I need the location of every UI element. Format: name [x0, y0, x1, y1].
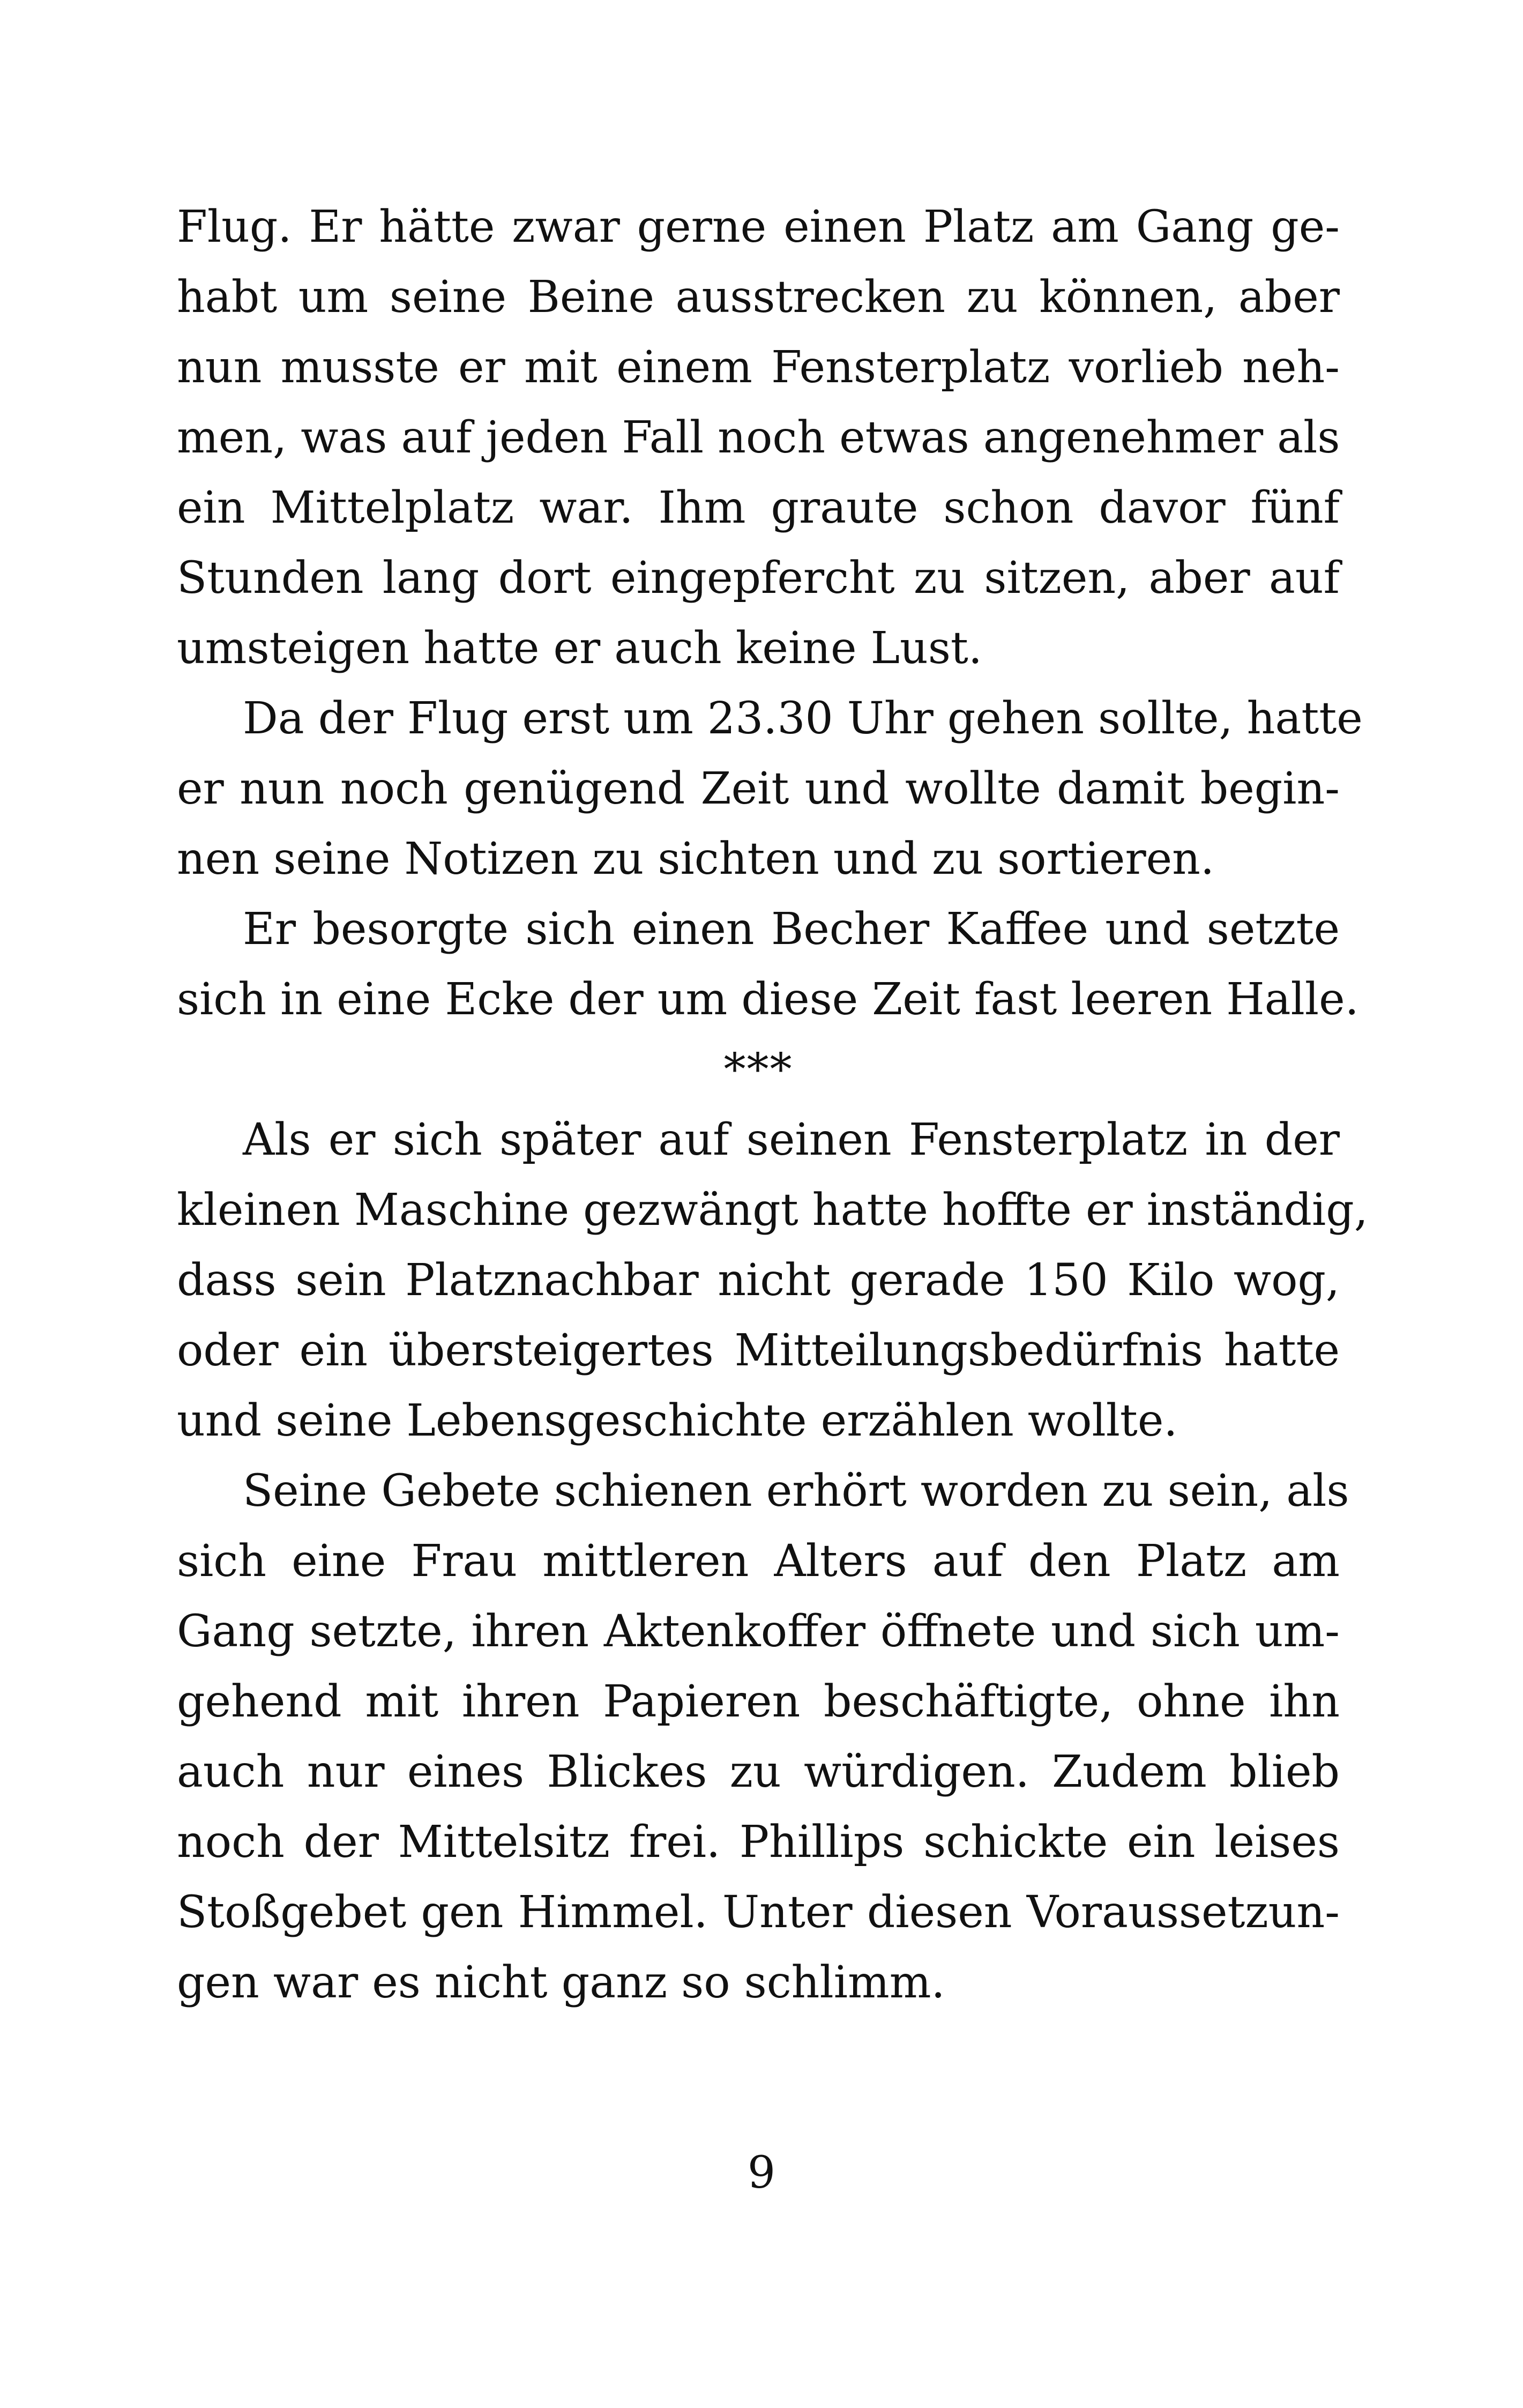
- text-line: sich eine Frau mittleren Alters auf den Platz am: [177, 1536, 1340, 1587]
- text-line: nen seine Notizen zu sichten und zu sortieren.: [177, 834, 1215, 885]
- text-line: Er besorgte sich einen Becher Kaffee und setzte: [243, 904, 1340, 955]
- text-line: Stunden lang dort eingepfercht zu sitzen, aber auf: [177, 553, 1340, 604]
- text-line: noch der Mittelsitz frei. Phillips schickte ein leises: [177, 1817, 1340, 1868]
- text-line: Flug. Er hätte zwar gerne einen Platz am Gang ge-: [177, 202, 1340, 252]
- text-line: Seine Gebete schienen erhört worden zu sein, als: [243, 1466, 1349, 1517]
- text-line: auch nur eines Blickes zu würdigen. Zudem blieb: [177, 1746, 1340, 1797]
- text-line: umsteigen hatte er auch keine Lust.: [177, 623, 982, 674]
- text-line: gehend mit ihren Papieren beschäftigte, ohne ihn: [177, 1676, 1340, 1727]
- text-line: nun musste er mit einem Fensterplatz vorlieb neh-: [177, 342, 1340, 393]
- scene-separator: ***: [723, 1044, 793, 1095]
- text-line: und seine Lebensgeschichte erzählen wollte.: [177, 1395, 1178, 1446]
- text-line: kleinen Maschine gezwängt hatte hoffte er inständig,: [177, 1185, 1368, 1236]
- body-text: [177, 192, 1368, 2018]
- text-line: er nun noch genügend Zeit und wollte damit begin-: [177, 763, 1340, 814]
- text-line: Als er sich später auf seinen Fensterplatz in der: [243, 1114, 1340, 1165]
- text-line: habt um seine Beine ausstrecken zu können, aber: [177, 272, 1340, 323]
- text-line: ein Mittelplatz war. Ihm graute schon davor fünf: [177, 482, 1340, 533]
- text-line: men, was auf jeden Fall noch etwas angenehmer als: [177, 412, 1340, 463]
- text-line: Gang setzte, ihren Aktenkoffer öffnete und sich um-: [177, 1606, 1340, 1657]
- text-line: dass sein Platznachbar nicht gerade 150 Kilo wog,: [177, 1255, 1340, 1306]
- text-line: oder ein übersteigertes Mitteilungsbedürfnis hatte: [177, 1325, 1340, 1376]
- text-line: gen war es nicht ganz so schlimm.: [177, 1957, 945, 2008]
- text-line: Da der Flug erst um 23.30 Uhr gehen sollte, hatte: [243, 693, 1363, 744]
- page-number: 9: [747, 2147, 776, 2198]
- text-line: Stoßgebet gen Himmel. Unter diesen Voraussetzun-: [177, 1887, 1340, 1938]
- text-line: sich in eine Ecke der um diese Zeit fast leeren Halle.: [177, 974, 1359, 1025]
